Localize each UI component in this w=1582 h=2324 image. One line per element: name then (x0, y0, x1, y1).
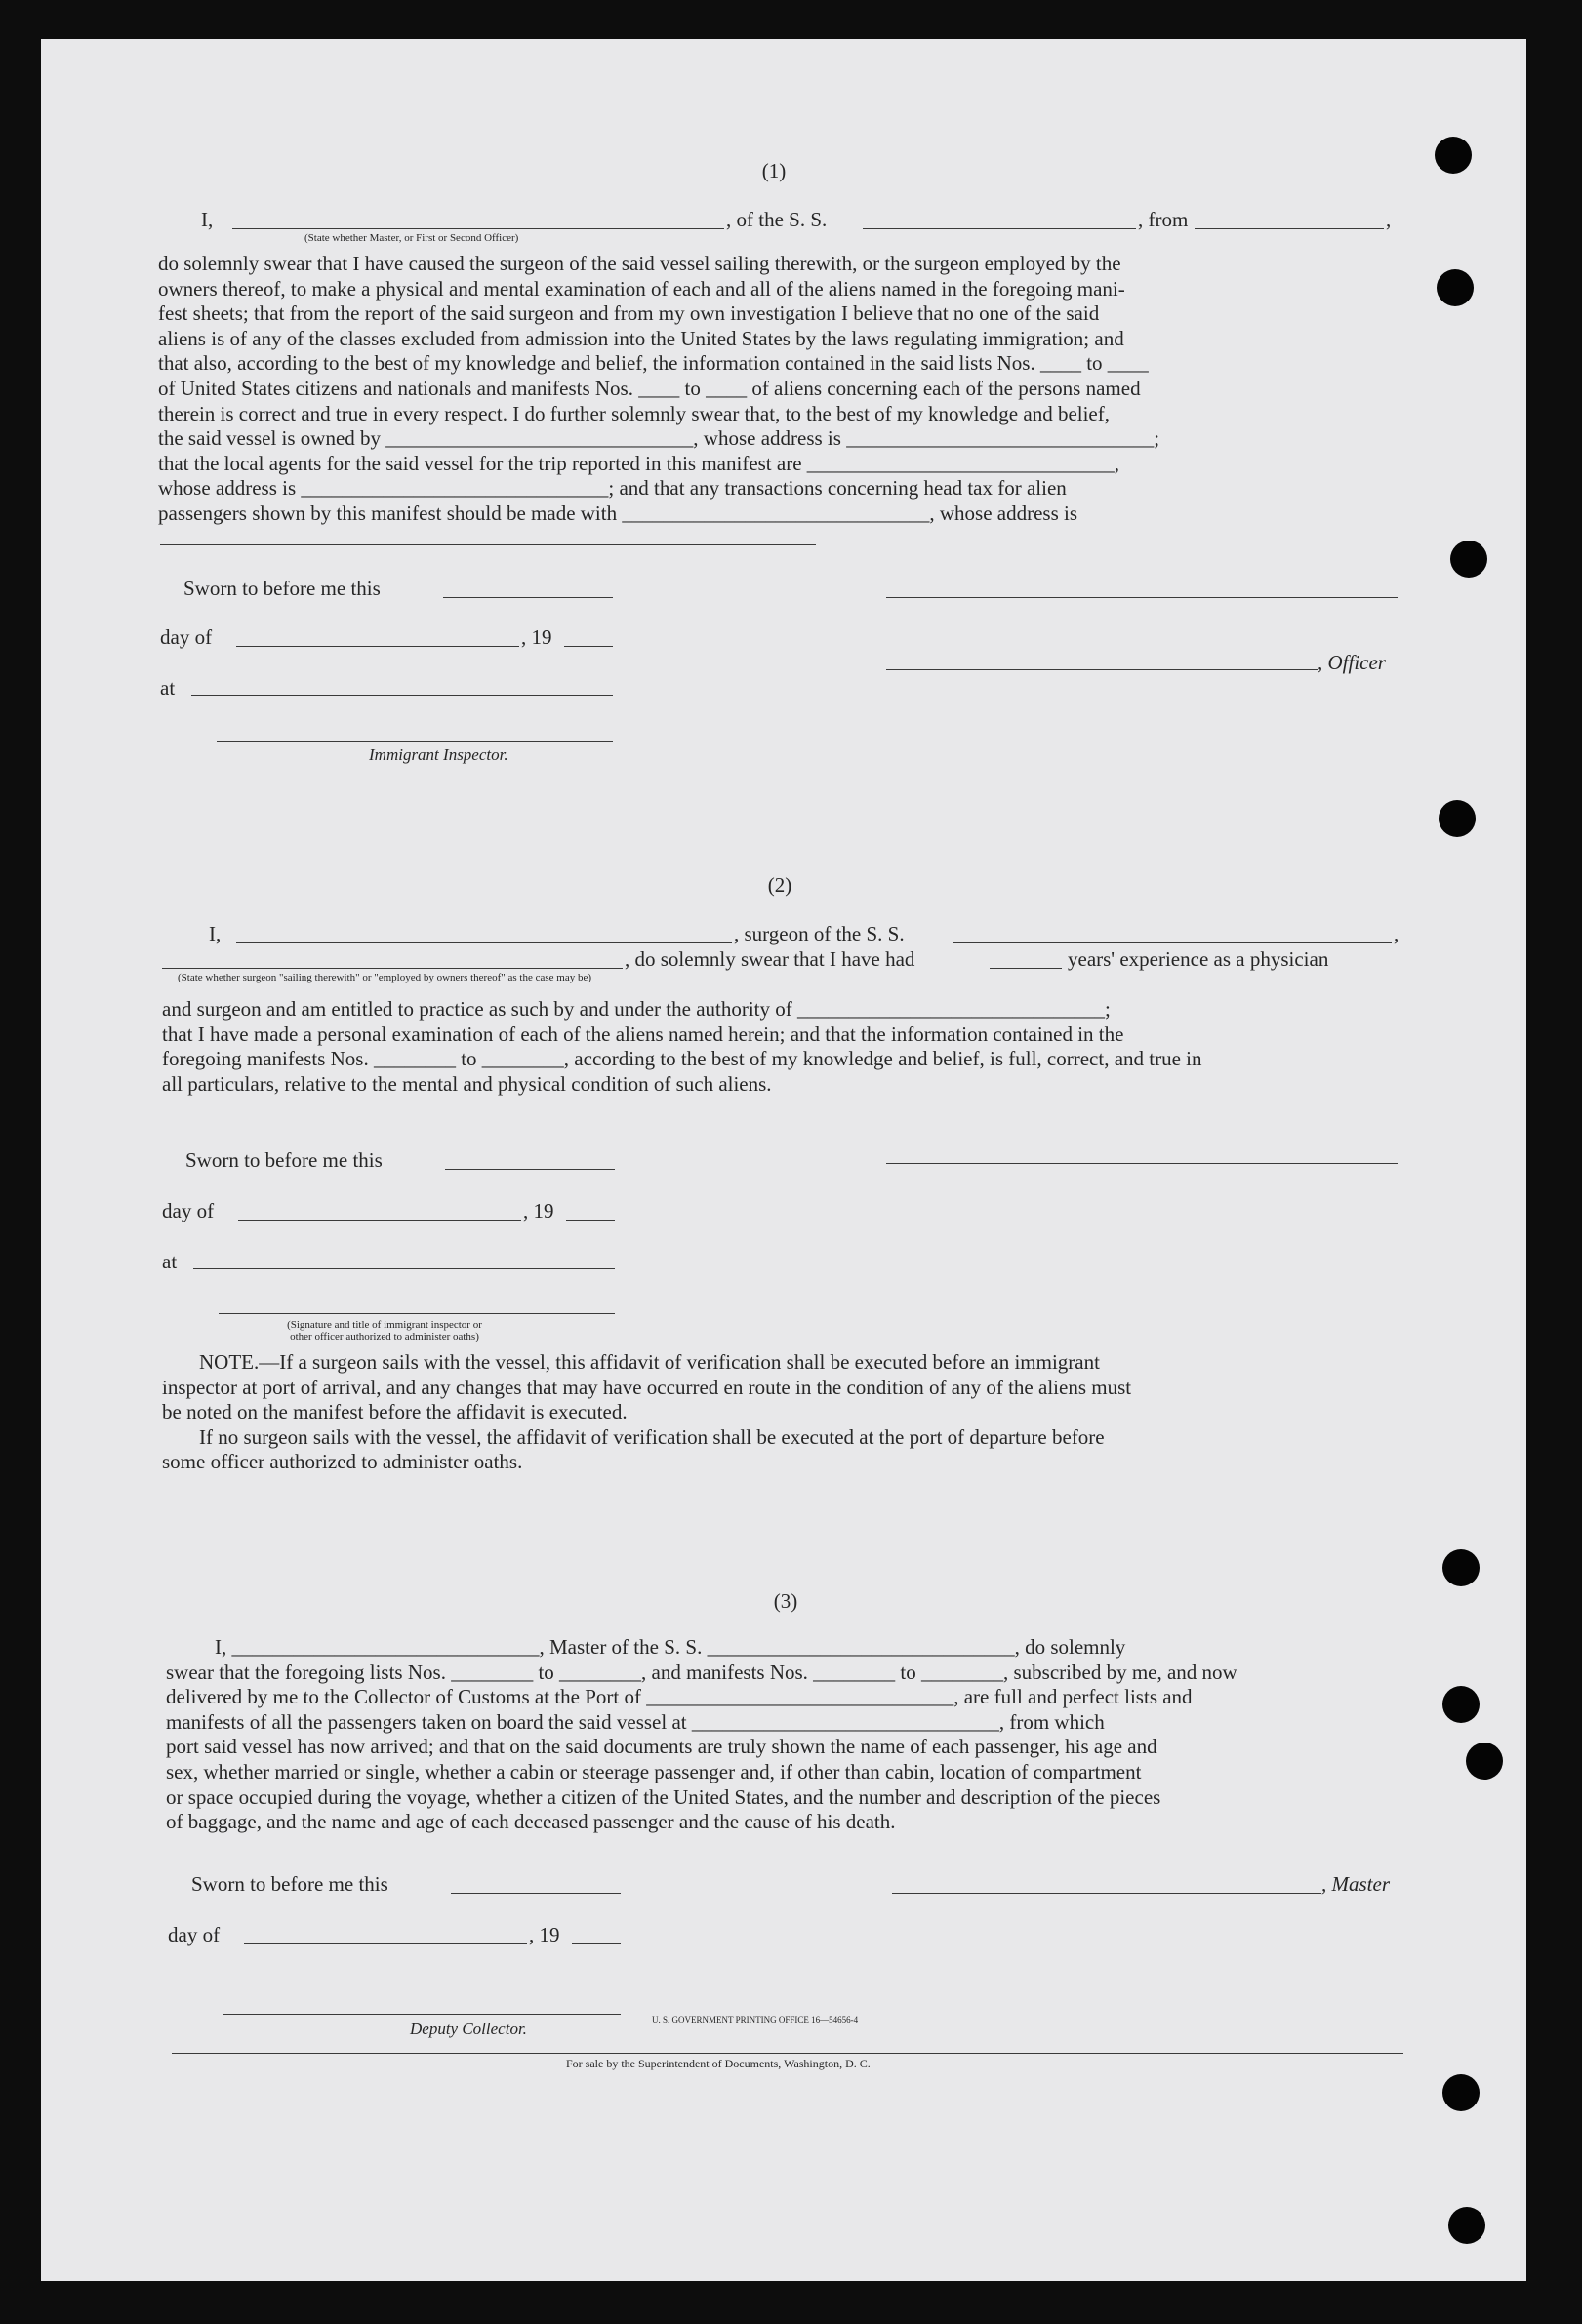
oath-line: port said vessel has now arrived; and that on the said documents are truly shown the name of each passenger, his age and (166, 1735, 1157, 1759)
officer-signature-blank[interactable] (886, 597, 1398, 598)
oath-line: delivered by me to the Collector of Customs at the Port of ______________________________, are full and perfect lists and (166, 1685, 1193, 1709)
section-3-number: (3) (773, 1589, 798, 1613)
oath-line: the said vessel is owned by ______________________________, whose address is ______________________________; (158, 426, 1160, 451)
oath-line: passengers shown by this manifest should be made with ______________________________, whose address is (158, 501, 1077, 525)
note-line: some officer authorized to administer oaths. (162, 1450, 523, 1474)
binder-hole (1442, 1686, 1480, 1723)
collector-caption: Deputy Collector. (410, 2020, 527, 2038)
sworn-label-1: Sworn to before me this (183, 577, 381, 600)
day-of-blank-2[interactable] (238, 1220, 521, 1221)
signature-caption-2: other officer authorized to administer oaths) (290, 1331, 479, 1342)
year-label-3: , 19 (529, 1923, 560, 1946)
year-blank-3[interactable] (572, 1943, 621, 1944)
officer-label: , Officer (1318, 651, 1386, 674)
section-3-oath (166, 1635, 1399, 1835)
oath-line: swear that the foregoing lists Nos. ________ to ________, and manifests Nos. ________ to ________, subscribed by me, and now (166, 1660, 1237, 1684)
oath-line: of baggage, and the name and age of each deceased passenger and the cause of his death. (166, 1810, 896, 1834)
day-of-label-3: day of (168, 1923, 221, 1946)
verification-note (162, 1350, 1396, 1475)
master-label: , Master (1321, 1872, 1390, 1896)
surgeon-status-blank[interactable] (162, 968, 623, 969)
from-label: , from (1138, 208, 1189, 231)
day-of-blank-3[interactable] (244, 1943, 527, 1944)
inspector-caption: Immigrant Inspector. (369, 745, 508, 764)
years-label: years' experience as a physician (1068, 947, 1329, 971)
oath-line: fest sheets; that from the report of the said surgeon and from my own investigation I believe that no one of the said (158, 301, 1100, 326)
oath-line: do solemnly swear that I have caused the surgeon of the said vessel sailing therewith, or the surgeon employed by the (158, 252, 1121, 275)
oath-line: therein is correct and true in every respect. I do further solemnly swear that, to the best of my knowledge and belief, (158, 401, 1110, 425)
vessel-blank[interactable] (863, 228, 1136, 229)
oath-line: manifests of all the passengers taken on board the said vessel at ______________________________, from which (166, 1709, 1105, 1734)
at-blank-1[interactable] (191, 695, 613, 696)
for-sale-line: For sale by the Superintendent of Documents, Washington, D. C. (566, 2057, 871, 2070)
binder-hole (1435, 137, 1472, 174)
year-label-2: , 19 (523, 1199, 554, 1222)
officer-title-blank[interactable] (886, 669, 1318, 670)
surgeon-vessel-blank[interactable] (953, 942, 1392, 943)
binder-hole (1442, 2074, 1480, 2111)
year-blank-2[interactable] (566, 1220, 615, 1221)
at-blank-2[interactable] (193, 1268, 615, 1269)
day-of-blank-1[interactable] (236, 646, 519, 647)
oath-line: sex, whether married or single, whether a cabin or steerage passenger and, if other than cabin, location of compartment (166, 1759, 1142, 1783)
oath-line: owners thereof, to make a physical and mental examination of each and all of the aliens named in the foregoing mani- (158, 276, 1125, 301)
year-label-1: , 19 (521, 625, 552, 649)
section-2-number: (2) (767, 873, 792, 897)
section-2-i: I, (209, 922, 222, 945)
printer-imprint: U. S. GOVERNMENT PRINTING OFFICE 16—54656-4 (652, 2015, 859, 2024)
oath-line: all particulars, relative to the mental and physical condition of such aliens. (162, 1071, 772, 1096)
inspector-signature-blank[interactable] (217, 741, 613, 742)
binder-hole (1437, 269, 1474, 306)
head-tax-address-blank[interactable] (160, 544, 816, 545)
at-label-1: at (160, 676, 176, 700)
signature-caption-1: (Signature and title of immigrant inspector or (287, 1319, 482, 1331)
surgeon-of-ss-label: , surgeon of the S. S. (734, 922, 905, 945)
surgeon-name-blank[interactable] (236, 942, 732, 943)
sworn-label-3: Sworn to before me this (191, 1872, 388, 1896)
oath-line: that I have made a personal examination of each of the aliens named herein; and that the information contained in the (162, 1022, 1124, 1046)
sworn-date-blank-3[interactable] (451, 1893, 621, 1894)
form-sheet (41, 39, 1526, 2281)
binder-hole (1466, 1743, 1503, 1780)
binder-hole (1439, 800, 1476, 837)
sworn-date-blank-2[interactable] (445, 1169, 615, 1170)
oath-line: and surgeon and am entitled to practice as such by and under the authority of ______________________________; (162, 997, 1111, 1021)
from-blank[interactable] (1195, 228, 1384, 229)
footer-rule (172, 2053, 1403, 2054)
note-line: If no surgeon sails with the vessel, the affidavit of verification shall be executed at the port of departure before (199, 1424, 1105, 1449)
section-2-oath (162, 997, 1396, 1097)
note-line: inspector at port of arrival, and any changes that may have occurred en route in the condition of any of the aliens must (162, 1375, 1132, 1399)
section-1-i: I, (201, 208, 214, 231)
day-of-label-2: day of (162, 1199, 215, 1222)
oath-line: foregoing manifests Nos. ________ to ________, according to the best of my knowledge and belief, is full, correct, and true in (162, 1047, 1202, 1071)
note-line: be noted on the manifest before the affidavit is executed. (162, 1400, 628, 1424)
sworn-label-2: Sworn to before me this (185, 1148, 383, 1172)
master-signature-blank[interactable] (892, 1893, 1321, 1894)
comma: , (1394, 922, 1399, 945)
binder-hole (1448, 2207, 1485, 2244)
inspector-signature-blank-2[interactable] (219, 1313, 615, 1314)
section-1-number: (1) (761, 159, 787, 182)
surgeon-caption: (State whether surgeon "sailing therewith" or "employed by owners thereof" as the case may be) (178, 972, 592, 983)
surgeon-signature-blank[interactable] (886, 1163, 1398, 1164)
swear-label: , do solemnly swear that I have had (625, 947, 915, 971)
officer-caption: (State whether Master, or First or Second Officer) (304, 232, 519, 244)
oath-line: aliens is of any of the classes excluded from admission into the United States by the laws regulating immigration; and (158, 326, 1124, 350)
at-label-2: at (162, 1250, 178, 1273)
section-1-oath (158, 252, 1388, 527)
note-line: NOTE.—If a surgeon sails with the vessel, this affidavit of verification shall be executed before an immigrant (199, 1350, 1100, 1374)
oath-line: of United States citizens and nationals and manifests Nos. ____ to ____ of aliens concerning each of the persons named (158, 376, 1141, 400)
oath-line: or space occupied during the voyage, whether a citizen of the United States, and the number and description of the pieces (166, 1784, 1161, 1809)
comma: , (1386, 208, 1392, 231)
binder-hole (1442, 1549, 1480, 1586)
year-blank-1[interactable] (564, 646, 613, 647)
years-blank[interactable] (990, 968, 1062, 969)
officer-blank[interactable] (232, 228, 724, 229)
oath-line: I, ______________________________, Master of the S. S. ______________________________, do solemnly (215, 1635, 1126, 1659)
oath-line: that also, according to the best of my knowledge and belief, the information contained in the said lists Nos. ____ to ____ (158, 351, 1149, 376)
collector-signature-blank[interactable] (223, 2014, 621, 2015)
oath-line: whose address is ______________________________; and that any transactions concerning head tax for alien (158, 476, 1067, 501)
binder-hole (1450, 541, 1487, 578)
day-of-label-1: day of (160, 625, 213, 649)
sworn-date-blank-1[interactable] (443, 597, 613, 598)
oath-line: that the local agents for the said vessel for the trip reported in this manifest are ______________________________, (158, 451, 1120, 475)
of-ss-label: , of the S. S. (726, 208, 828, 231)
